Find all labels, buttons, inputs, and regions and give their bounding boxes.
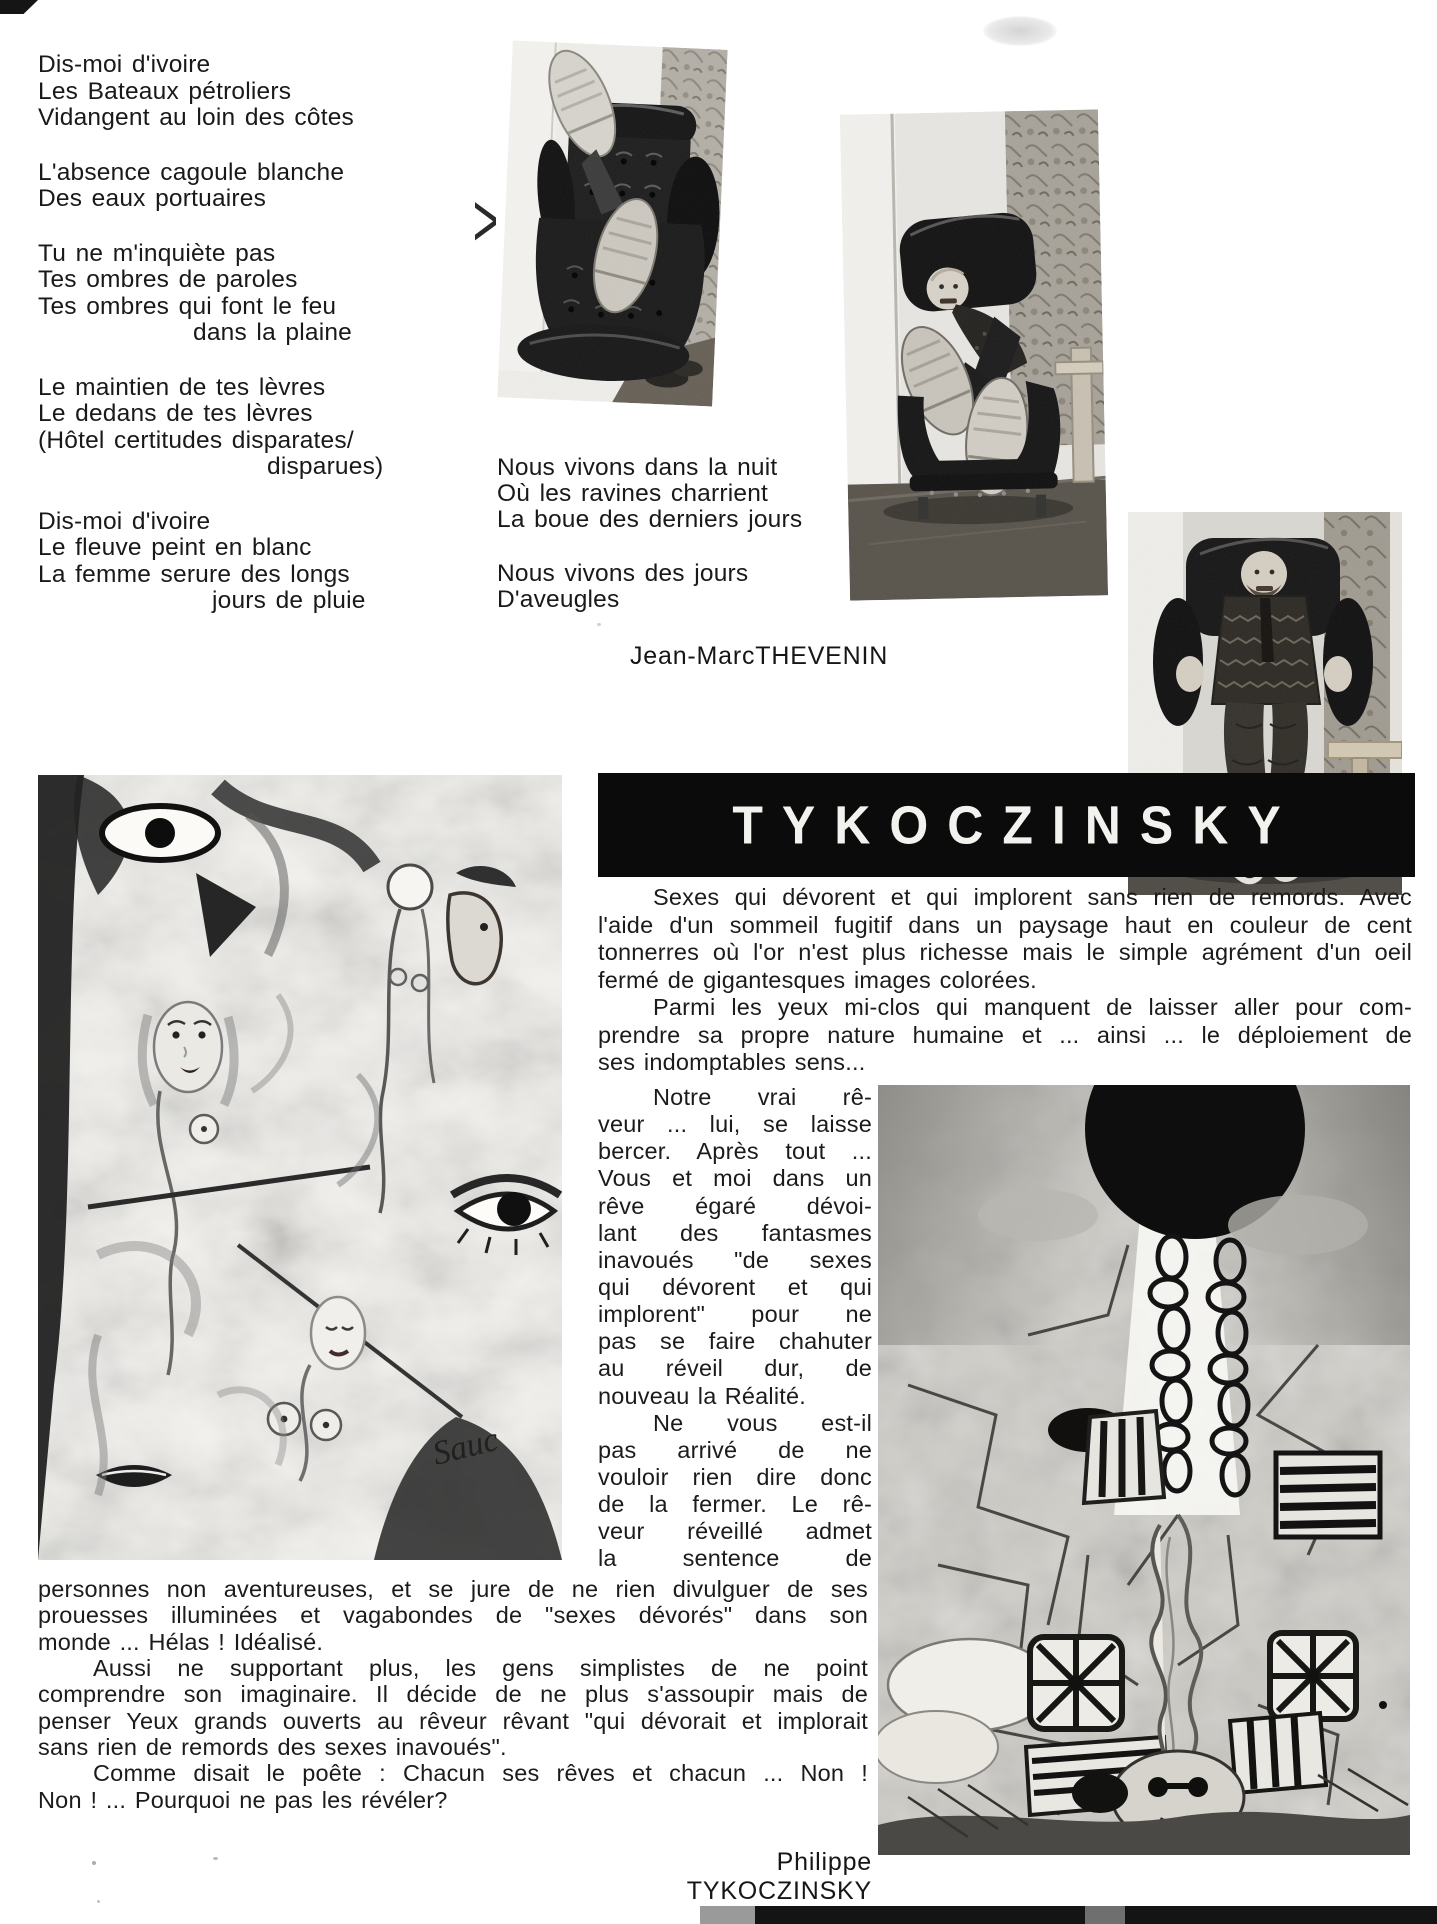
bottom-rule-bar (700, 1906, 1437, 1924)
poem-line: Vidangent au loin des côtes (38, 104, 354, 131)
poem-line: D'aveugles (497, 586, 620, 613)
poem-line: disparues) (267, 453, 384, 480)
poem-line: (Hôtel certitudes disparates/ (38, 426, 354, 454)
banner-title: TYKOCZINSKY (732, 794, 1300, 856)
text-line: fermé de gigantesques images colorées. (598, 966, 1037, 993)
poem-line: La femme serure des longs (38, 560, 350, 588)
poem-line: Tes ombres qui font le feu (38, 292, 337, 320)
text-line: Ne vous est-il (653, 1409, 872, 1436)
poem-stanza (38, 160, 438, 213)
photo-armchair-feet (497, 40, 727, 406)
poem-line: Tes ombres de paroles (38, 266, 298, 293)
poem-line: Dis-moi d'ivoire (38, 507, 211, 535)
text-line: Parmi les yeux mi-clos qui manquent de laisser aller pour com- (653, 994, 1412, 1020)
poem-line: Nous vivons dans la nuit (497, 454, 778, 481)
artwork-surreal-figures (38, 775, 562, 1560)
text-line: tonnerres où l'or n'est plus richesse mais le simple agrément d'un oeil (598, 939, 1412, 965)
text-line: personnes non aventureuses, et se jure de ne rien divulguer de ses (38, 1576, 868, 1602)
text-line: Non ! ... Pourquoi ne pas les révéler? (38, 1786, 448, 1813)
poem-stanza (38, 509, 438, 615)
text-line: de la fermer. Le rê- (598, 1491, 872, 1518)
scan-dot (213, 1857, 218, 1860)
poem-line: Le fleuve peint en blanc (38, 534, 312, 561)
arrow-right-mark: > (472, 178, 499, 263)
poem-line: Où les ravines charrient (497, 480, 769, 507)
text-line: prendre sa propre nature humaine et ... ainsi ... le déploiement de (598, 1021, 1412, 1048)
text-line: lant des fantasmes (598, 1219, 872, 1246)
poem-author-signature: Jean-MarcTHEVENIN (630, 642, 889, 670)
artwork-surreal-figures-illustration (38, 775, 562, 1560)
article-intro (598, 884, 1412, 1077)
text-line: pas arrivé de ne (598, 1436, 872, 1463)
poem-line: L'absence cagoule blanche (38, 158, 345, 186)
poem-right-column (497, 455, 917, 641)
article-bottom-block (38, 1576, 868, 1813)
artwork-chained-sun (878, 1085, 1410, 1855)
text-line: Comme disait le poête : Chacun ses rêves et chacun ... Non ! (93, 1760, 868, 1787)
text-line: prouesses illuminées et vagabondes de "sexes dévorés" dans son (38, 1602, 868, 1629)
article-author-signature: Philippe TYKOCZINSKY (686, 1848, 872, 1905)
text-line: comprendre son imaginaire. Il décide de ne plus s'assoupir mais de (38, 1681, 868, 1708)
poem-line: Tu ne m'inquiète pas (38, 239, 276, 267)
poem-stanza (38, 241, 438, 347)
text-line: penser Yeux grands ouverts au rêveur rêvant "qui dévorait et implorait (38, 1707, 868, 1734)
scan-dot (97, 1900, 100, 1903)
text-line: vouloir rien dire donc (598, 1463, 872, 1490)
poem-line: La boue des derniers jours (497, 506, 803, 533)
poem-stanza (497, 561, 917, 613)
text-line: veur ... lui, se laisse (598, 1111, 872, 1138)
text-line: monde ... Hélas ! Idéalisé. (38, 1628, 324, 1655)
text-line: Aussi ne supportant plus, les gens simplistes de ne point (93, 1655, 868, 1682)
text-line: Sexes qui dévorent et qui implorent sans rien de remords. Avec (653, 884, 1412, 910)
poem-stanza (497, 455, 917, 533)
poem-line: dans la plaine (193, 319, 352, 346)
scan-artifact-smudge (983, 16, 1057, 46)
photo-armchair-feet-illustration (497, 40, 727, 406)
poem-stanza (38, 375, 438, 481)
poem-line: Le dedans de tes lèvres (38, 400, 313, 427)
text-line: veur réveillé admet (598, 1518, 872, 1545)
text-line: Notre vrai rê- (653, 1084, 872, 1110)
poem-line: Nous vivons des jours (497, 560, 749, 587)
text-line: ses indomptables sens... (598, 1049, 866, 1075)
text-line: sans rien de remords des sexes inavoués". (38, 1734, 507, 1761)
poem-line: jours de pluie (212, 587, 366, 614)
text-line: l'aide d'un sommeil fugitif dans un paysage haut en couleur de cent (598, 911, 1412, 938)
text-line: la sentence de (598, 1545, 872, 1572)
text-line: bercer. Après tout ... (598, 1138, 872, 1165)
artwork-chained-sun-illustration (878, 1085, 1410, 1855)
text-line: rêve égaré dévoi- (598, 1192, 872, 1219)
poem-line: Les Bateaux pétroliers (38, 77, 292, 105)
poem-line: Le maintien de tes lèvres (38, 373, 326, 401)
title-banner (598, 773, 1415, 877)
text-line: au réveil dur, de (598, 1355, 872, 1382)
scan-dot (92, 1861, 96, 1865)
artwork-inscription: Sauc (428, 1420, 503, 1473)
poem-left-column (38, 52, 438, 643)
scan-artifact-corner (0, 0, 38, 14)
poem-stanza (38, 52, 438, 132)
text-line: pas se faire chahuter (598, 1328, 872, 1355)
text-line: Vous et moi dans un (598, 1165, 872, 1192)
poem-line: Dis-moi d'ivoire (38, 51, 211, 78)
text-line: implorent" pour ne (598, 1301, 872, 1328)
text-line: qui dévorent et qui (598, 1273, 872, 1300)
text-line: nouveau la Réalité. (598, 1382, 806, 1409)
text-line: inavoués "de sexes (598, 1246, 872, 1273)
article-narrow-column (598, 1084, 872, 1573)
poem-line: Des eaux portuaires (38, 185, 267, 212)
